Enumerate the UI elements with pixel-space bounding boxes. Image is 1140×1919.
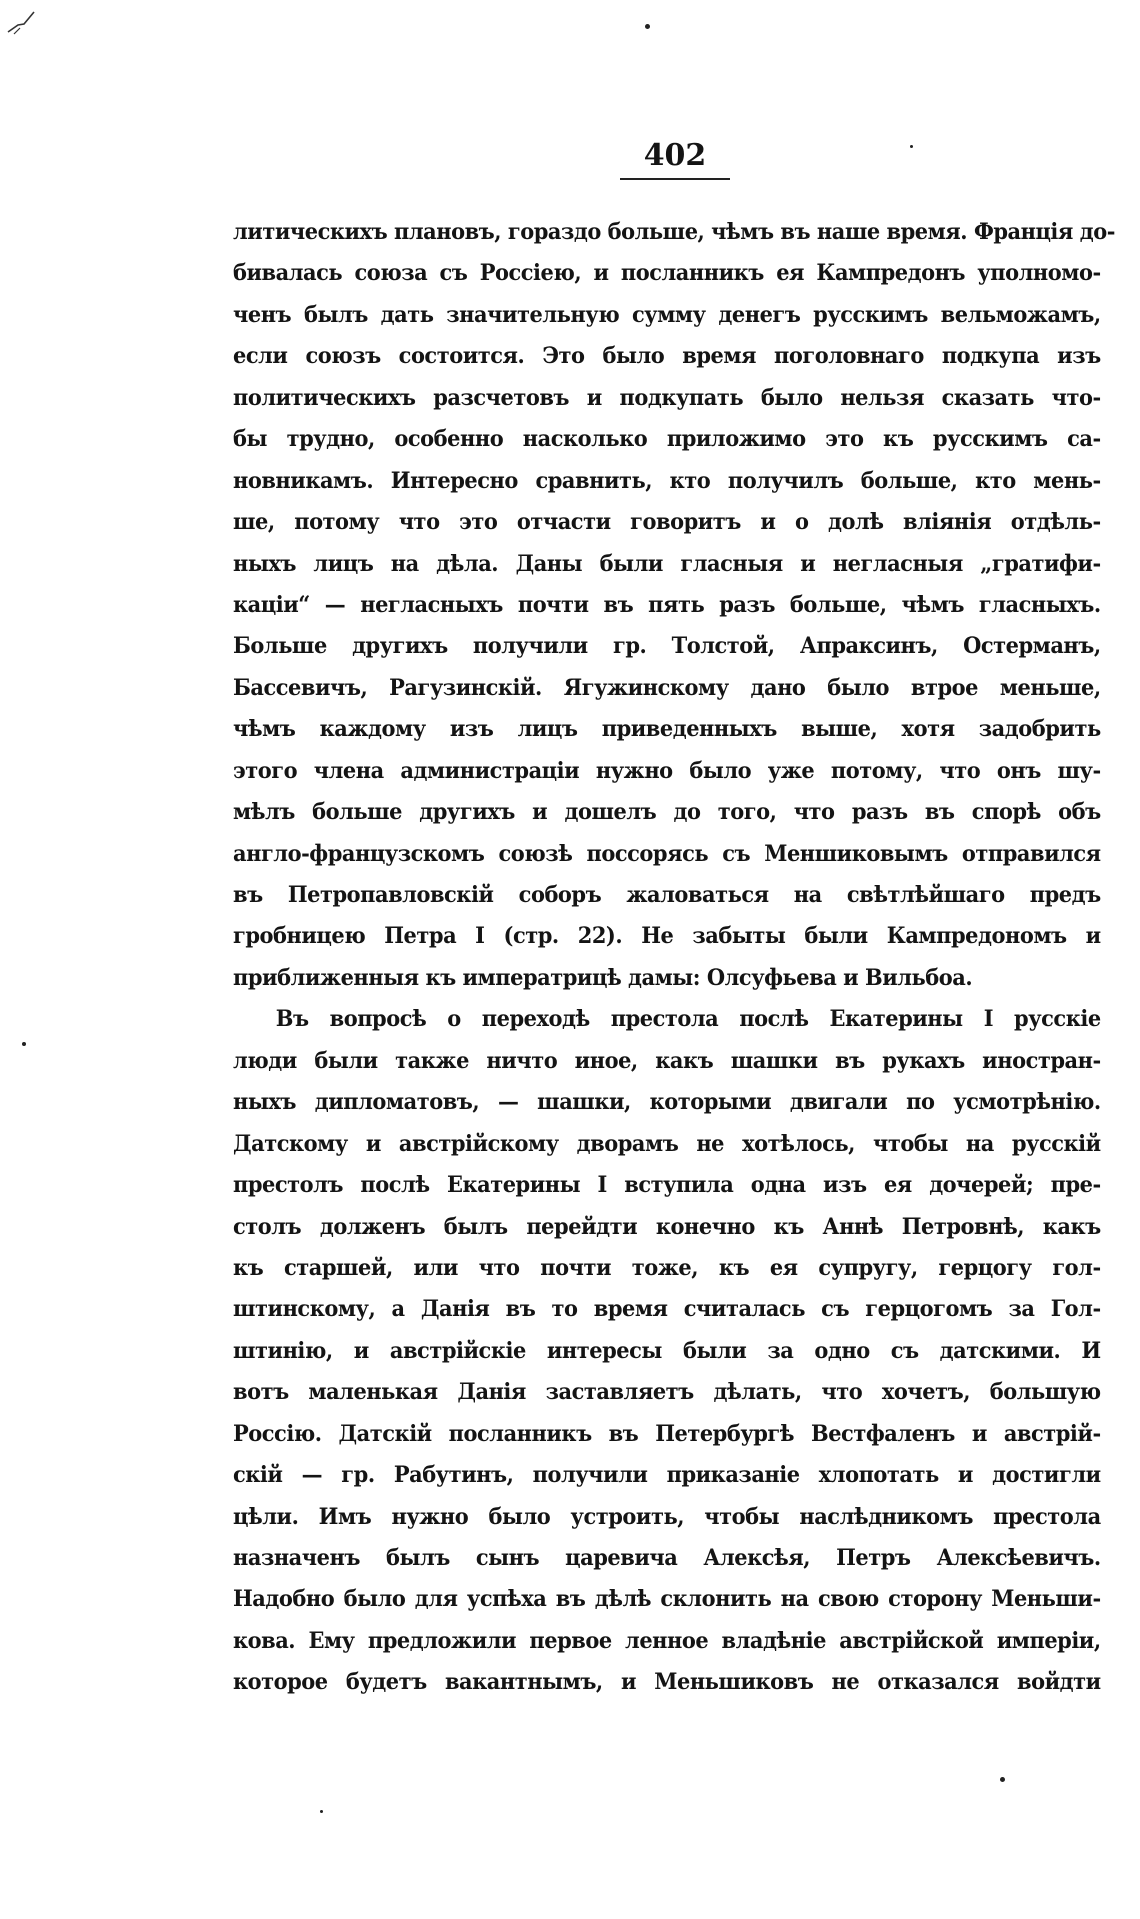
text-line: бы трудно, особенно насколько приложимо это къ русскимъ са-	[233, 426, 1101, 453]
text-line: столъ долженъ былъ перейдти конечно къ Аннѣ Петровнѣ, какъ	[233, 1213, 1101, 1240]
text-line: если союзъ состоится. Это было время поголовнаго подкупа изъ	[233, 343, 1101, 370]
text-line: гробницею Петра I (стр. 22). Не забыты были Кампредономъ и	[233, 923, 1101, 950]
text-line: новникамъ. Интересно сравнить, кто получилъ больше, кто мень-	[233, 467, 1101, 494]
speck-mark	[910, 145, 913, 148]
text-line: ше, потому что это отчасти говоритъ и о долѣ вліянія отдѣль-	[233, 509, 1101, 536]
text-line: престолъ послѣ Екатерины I вступила одна изъ ея дочерей; пре-	[233, 1172, 1101, 1199]
text-line: ныхъ лицъ на дѣла. Даны были гласныя и негласныя „гратифи-	[233, 550, 1101, 577]
text-line: Бассевичъ, Рагузинскій. Ягужинскому дано было втрое меньше,	[233, 674, 1101, 701]
scan-mark-icon	[6, 8, 36, 38]
text-line: цѣли. Имъ нужно было устроить, чтобы наслѣдникомъ престола	[233, 1503, 1101, 1530]
text-line: штинію, и австрійскіе интересы были за одно съ датскими. И	[233, 1337, 1101, 1364]
text-line: штинскому, а Данія въ то время считалась съ герцогомъ за Гол-	[233, 1296, 1101, 1323]
speck-mark	[22, 1042, 26, 1046]
text-line: кова. Ему предложили первое ленное владѣніе австрійской имперіи,	[233, 1627, 1101, 1654]
text-line: мѣлъ больше другихъ и дошелъ до того, что разъ въ спорѣ объ	[233, 799, 1101, 826]
speck-mark	[645, 24, 650, 29]
text-line: Надобно было для успѣха въ дѣлѣ склонить на свою сторону Меньши-	[233, 1586, 1101, 1613]
speck-mark	[320, 1810, 323, 1813]
page-number: 402	[643, 138, 707, 173]
text-line: къ старшей, или что почти тоже, къ ея супругу, герцогу гол-	[233, 1254, 1101, 1281]
text-line: которое будетъ вакантнымъ, и Меньшиковъ не отказался войдти	[233, 1669, 1101, 1696]
text-line: бивалась союза съ Россіею, и посланникъ ея Кампредонъ уполномо-	[233, 260, 1101, 287]
speck-mark	[1000, 1777, 1005, 1782]
text-line: каціи“ — негласныхъ почти въ пять разъ больше, чѣмъ гласныхъ.	[233, 591, 1101, 618]
text-line: люди были также ничто иное, какъ шашки въ рукахъ иностран-	[233, 1047, 1101, 1074]
text-line: чѣмъ каждому изъ лицъ приведенныхъ выше, хотя задобрить	[233, 716, 1101, 743]
text-line: вотъ маленькая Данія заставляетъ дѣлать, что хочетъ, большую	[233, 1379, 1101, 1406]
body-text	[233, 212, 1115, 1704]
text-line: приближенныя къ императрицѣ дамы: Олсуфьева и Вильбоа.	[233, 964, 973, 991]
text-line: скій — гр. Рабутинъ, получили приказаніе хлопотать и достигли	[233, 1462, 1101, 1489]
text-line: ныхъ дипломатовъ, — шашки, которыми двигали по усмотрѣнію.	[233, 1089, 1101, 1116]
text-line: назначенъ былъ сынъ царевича Алексѣя, Петръ Алексѣевичъ.	[233, 1545, 1101, 1571]
text-line: литическихъ плановъ, гораздо больше, чѣмъ въ наше время. Франція до-	[233, 219, 1115, 245]
text-line: этого члена администраціи нужно было уже потому, что онъ шу-	[233, 757, 1101, 784]
text-line: политическихъ разсчетовъ и подкупать было нельзя сказать что-	[233, 384, 1101, 411]
text-line: ченъ былъ дать значительную сумму денегъ русскимъ вельможамъ,	[233, 301, 1101, 328]
text-line: англо-французскомъ союзѣ поссорясь съ Меншиковымъ отправился	[233, 840, 1101, 867]
text-line: Больше другихъ получили гр. Толстой, Апраксинъ, Остерманъ,	[233, 633, 1101, 660]
text-line: Въ вопросѣ о переходѣ престола послѣ Екатерины I русскіе	[275, 1006, 1101, 1033]
header-rule	[620, 178, 730, 180]
text-line: Датскому и австрійскому дворамъ не хотѣлось, чтобы на русскій	[233, 1130, 1101, 1157]
text-line: въ Петропавловскій соборъ жаловаться на свѣтлѣйшаго предъ	[233, 882, 1101, 908]
page-header	[620, 138, 730, 180]
text-line: Россію. Датскій посланникъ въ Петербургѣ Вестфаленъ и австрій-	[233, 1420, 1101, 1447]
